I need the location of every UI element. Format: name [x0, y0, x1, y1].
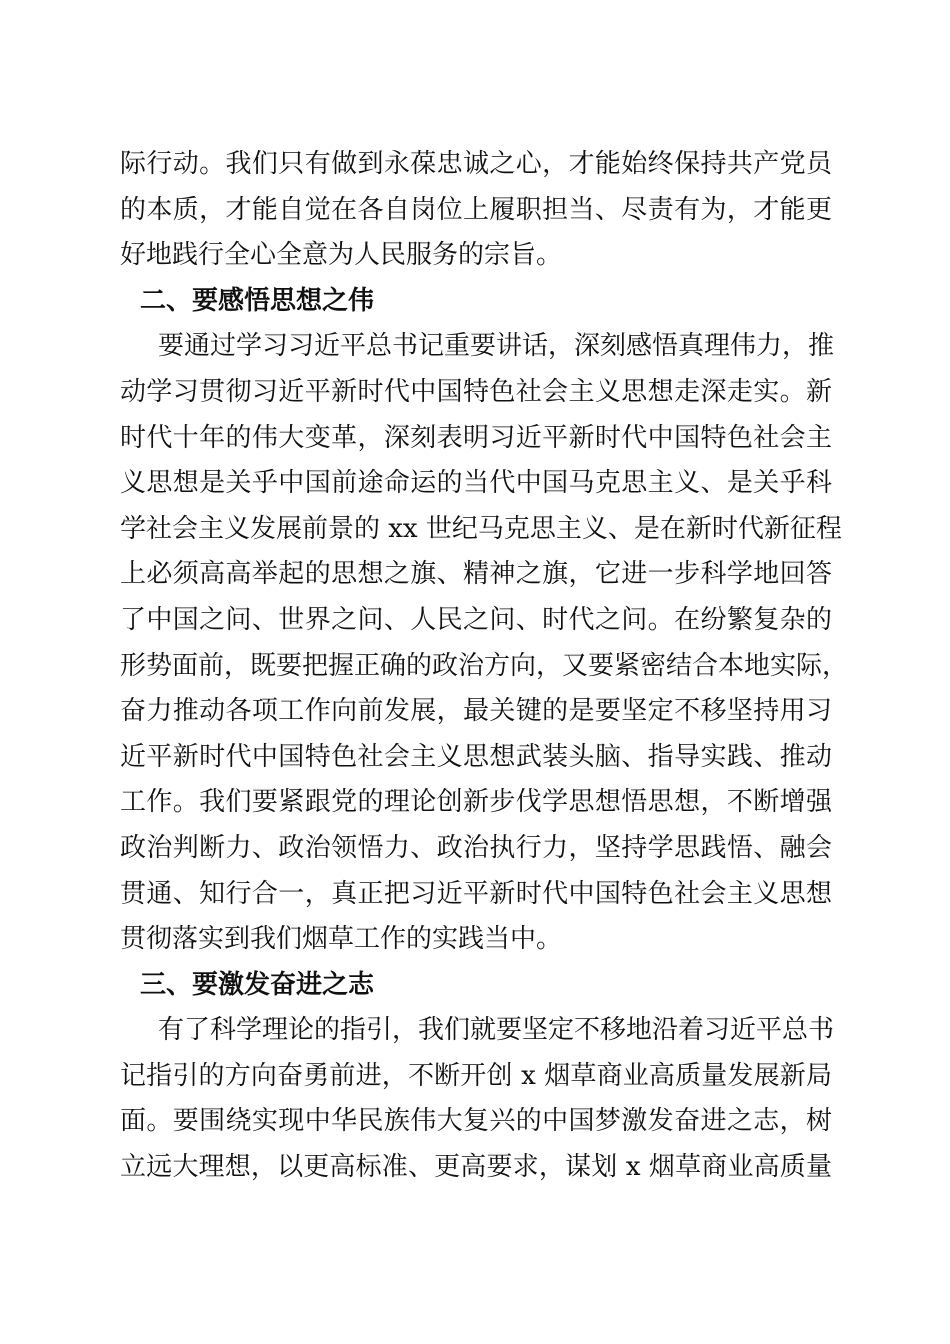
paragraph-3 [120, 1008, 835, 1190]
text-line: 记指引的方向奋勇前进，不断开创 x 烟草商业高质量发展新局 [120, 1060, 832, 1091]
text-line: 际行动。我们只有做到永葆忠诚之心，才能始终保持共产党员 [120, 149, 832, 179]
text-line: 上必须高高举起的思想之旗、精神之旗，它进一步科学地回答 [120, 559, 832, 590]
text-line: 贯通、知行合一，真正把习近平新时代中国特色社会主义思想 [120, 878, 832, 909]
text-line: 的本质，才能自觉在各自岗位上履职担当、尽责有为，才能更 [120, 194, 832, 225]
text-line: 要通过学习习近平总书记重要讲话，深刻感悟真理伟力，推 [158, 331, 835, 362]
paragraph-2 [120, 324, 849, 962]
text-line: 立远大理想，以更高标准、更高要求，谋划 x 烟草商业高质量 [120, 1152, 832, 1183]
text-line: 工作。我们要紧跟党的理论创新步伐学思想悟思想，不断增强 [120, 787, 832, 818]
text-line: 形势面前，既要把握正确的政治方向，又要紧密结合本地实际， [120, 650, 849, 681]
text-line: 好地践行全心全意为人民服务的宗旨。 [120, 240, 563, 271]
section-heading-2: 二、要感悟思想之伟 [140, 285, 375, 316]
document-page [120, 142, 849, 1191]
text-line: 时代十年的伟大变革，深刻表明习近平新时代中国特色社会主 [120, 422, 832, 453]
text-line: 政治判断力、政治领悟力、政治执行力，坚持学思践悟、融会 [120, 832, 832, 863]
text-line: 贯彻落实到我们烟草工作的实践当中。 [120, 924, 563, 955]
text-line: 面。要围绕实现中华民族伟大复兴的中国梦激发奋进之志，树 [120, 1106, 832, 1137]
paragraph-1 [120, 142, 832, 279]
text-line: 动学习贯彻习近平新时代中国特色社会主义思想走深走实。新 [120, 376, 832, 407]
text-line: 学社会主义发展前景的 xx 世纪马克思主义、是在新时代新征程 [120, 513, 842, 544]
section-heading-3: 三、要激发奋进之志 [140, 969, 375, 1000]
text-line: 奋力推动各项工作向前发展，最关键的是要坚定不移坚持用习 [120, 696, 832, 727]
text-line: 近平新时代中国特色社会主义思想武装头脑、指导实践、推动 [120, 741, 832, 772]
text-line: 了中国之问、世界之问、人民之问、时代之问。在纷繁复杂的 [120, 604, 832, 635]
text-line: 义思想是关乎中国前途命运的当代中国马克思主义、是关乎科 [120, 468, 832, 499]
text-line: 有了科学理论的指引，我们就要坚定不移地沿着习近平总书 [158, 1015, 835, 1046]
